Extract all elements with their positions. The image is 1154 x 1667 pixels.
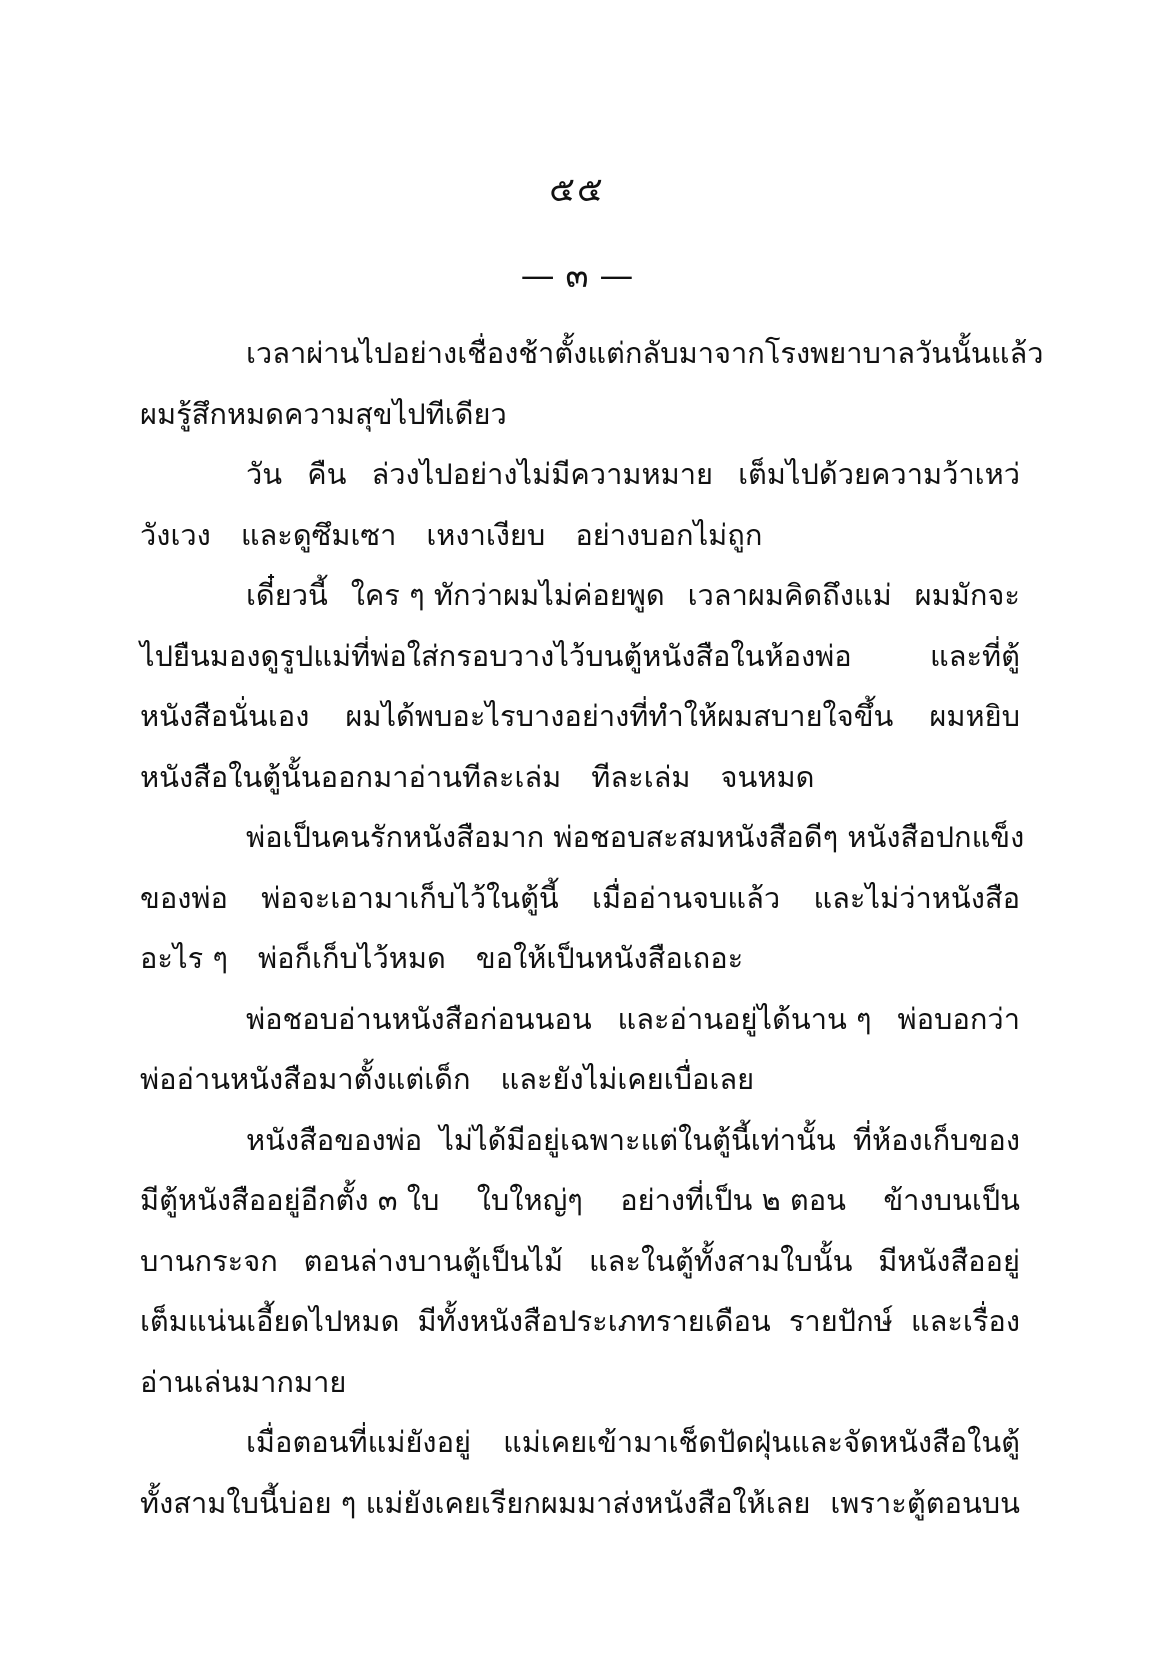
paragraph [140,444,1020,565]
paragraph [140,565,1020,807]
text-segment: วังเวง [140,517,211,552]
text-segment: ผมรู้สึกหมดความสุขไปทีเดียว [140,396,507,431]
text-segment: ไม่ได้มีอยู่เฉพาะแต่ในตู้นี้เท่านั้น [439,1122,836,1157]
text-segment: เวลาผมคิดถึงแม่ [687,578,892,612]
text-segment: และในตู้ทั้งสามใบนั้น [588,1243,853,1278]
text-segment: แม่เคยเข้ามาเช็ดปัดฝุ่นและจัดหนังสือในตู้ [503,1425,1020,1459]
text-segment: อย่างบอกไม่ถูก [575,517,763,552]
text-segment: มีตู้หนังสืออยู่อีกตั้ง ๓ ใบ [140,1183,440,1217]
text-segment: เพราะตู้ตอนบน [830,1485,1020,1520]
text-line [140,807,1025,868]
text-line [140,444,1020,505]
text-line [140,1110,1020,1171]
text-segment: อ่านเล่นมากมาย [140,1364,347,1399]
text-segment: ผมมักจะ [914,578,1020,612]
text-segment: บานกระจก [140,1243,278,1278]
text-segment: หนังสือนั่นเอง [140,699,310,733]
text-segment: ผมได้พบอะไรบางอย่างที่ทำให้ผมสบายใจขึ้น [345,699,894,733]
text-line [140,323,1044,384]
text-segment: มีหนังสืออยู่ [878,1243,1020,1278]
text-segment: อะไร ๆ [140,941,228,975]
text-line [140,868,1020,929]
text-segment: ใบใหญ่ๆ [476,1183,583,1217]
text-line [140,1352,1020,1413]
text-segment: รายปักษ์ [788,1304,893,1338]
text-segment: พ่อชอบอ่านหนังสือก่อนนอน [246,1001,592,1036]
text-segment: พ่อบอกว่า [897,1001,1020,1036]
text-segment: พ่ออ่านหนังสือมาตั้งแต่เด็ก [140,1062,471,1096]
text-segment: และยังไม่เคยเบื่อเลย [500,1062,755,1096]
text-segment: และไม่ว่าหนังสือ [813,880,1020,915]
text-segment: และอ่านอยู่ได้นาน ๆ [617,1001,872,1036]
text-line [140,747,1020,808]
text-segment: เมื่ออ่านจบแล้ว [592,880,781,915]
text-segment: เดี๋ยวนี้ [246,578,328,612]
text-segment: พ่อจะเอามาเก็บไว้ในตู้นี้ [261,880,559,915]
paragraph [140,1110,1020,1413]
text-segment: และดูซึมเซา [240,517,397,552]
chapter-number: — ๓ — [520,256,634,296]
text-line [140,505,1020,566]
text-segment: มีทั้งหนังสือประเภทรายเดือน [417,1304,771,1338]
paragraph [140,323,1044,444]
text-segment: พ่อเป็นคนรักหนังสือมาก พ่อชอบสะสมหนังสือดีๆ หนังสือปกแข็ง [246,820,1025,854]
paragraph [140,807,1025,989]
text-line [140,1412,1020,1473]
text-segment: ตอนล่างบานตู้เป็นไม้ [303,1243,564,1278]
text-segment: หนังสือในตู้นั้นออกมาอ่านทีละเล่ม [140,759,562,794]
text-segment: ของพ่อ [140,880,228,915]
text-segment: ข้างบนเป็น [883,1183,1020,1217]
text-segment: ผมหยิบ [929,699,1020,733]
text-segment: ทีละเล่ม [591,759,691,794]
text-segment: และเรื่อง [910,1304,1020,1338]
text-segment: ที่ห้องเก็บของ [852,1122,1020,1157]
text-line [140,565,1020,626]
text-line [140,1170,1020,1231]
text-segment: อย่างที่เป็น ๒ ตอน [620,1183,846,1217]
text-segment: คืน [307,457,347,491]
text-segment: เหงาเงียบ [426,517,546,552]
text-segment: ตั้งแต่กลับมาจากโรงพยาบาลวันนั้นแล้ว [554,336,1044,370]
text-segment: จนหมด [720,759,815,794]
text-line [140,1291,1020,1352]
text-line [140,626,1020,687]
text-line [140,928,1020,989]
text-segment: เต็มไปด้วยความว้าเหว่ [738,457,1020,491]
text-segment: ล่วงไปอย่างไม่มีความหมาย [371,457,713,491]
text-segment: และที่ตู้ [930,638,1020,673]
text-segment: ขอให้เป็นหนังสือเถอะ [475,941,744,975]
text-segment: เมื่อตอนที่แม่ยังอยู่ [246,1425,472,1459]
page-number: ๕๕ [549,170,605,210]
text-line [140,1231,1020,1292]
text-segment: พ่อก็เก็บไว้หมด [257,941,446,975]
text-segment: หนังสือของพ่อ [246,1122,423,1157]
text-segment: ใคร ๆ ทักว่าผมไม่ค่อยพูด [350,578,665,612]
text-line [140,1049,1020,1110]
text-segment: เต็มแน่นเอี้ยดไปหมด [140,1304,400,1338]
text-line [140,686,1020,747]
paragraph [140,1412,1020,1533]
text-segment: ไปยืนมองดูรูปแม่ที่พ่อใส่กรอบวางไว้บนตู้หนังสือในห้องพ่อ [140,638,852,673]
text-segment: ทั้งสามใบนี้บ่อย ๆ แม่ยังเคยเรียกผมมาส่งหนังสือให้เลย [140,1485,811,1520]
text-segment: วัน [246,457,283,491]
text-segment: เวลาผ่านไปอย่างเชื่องช้า [246,336,555,370]
text-line [140,989,1020,1050]
paragraph [140,989,1020,1110]
body-text [140,323,1044,1533]
text-line [140,384,1020,445]
text-line [140,1473,1020,1534]
